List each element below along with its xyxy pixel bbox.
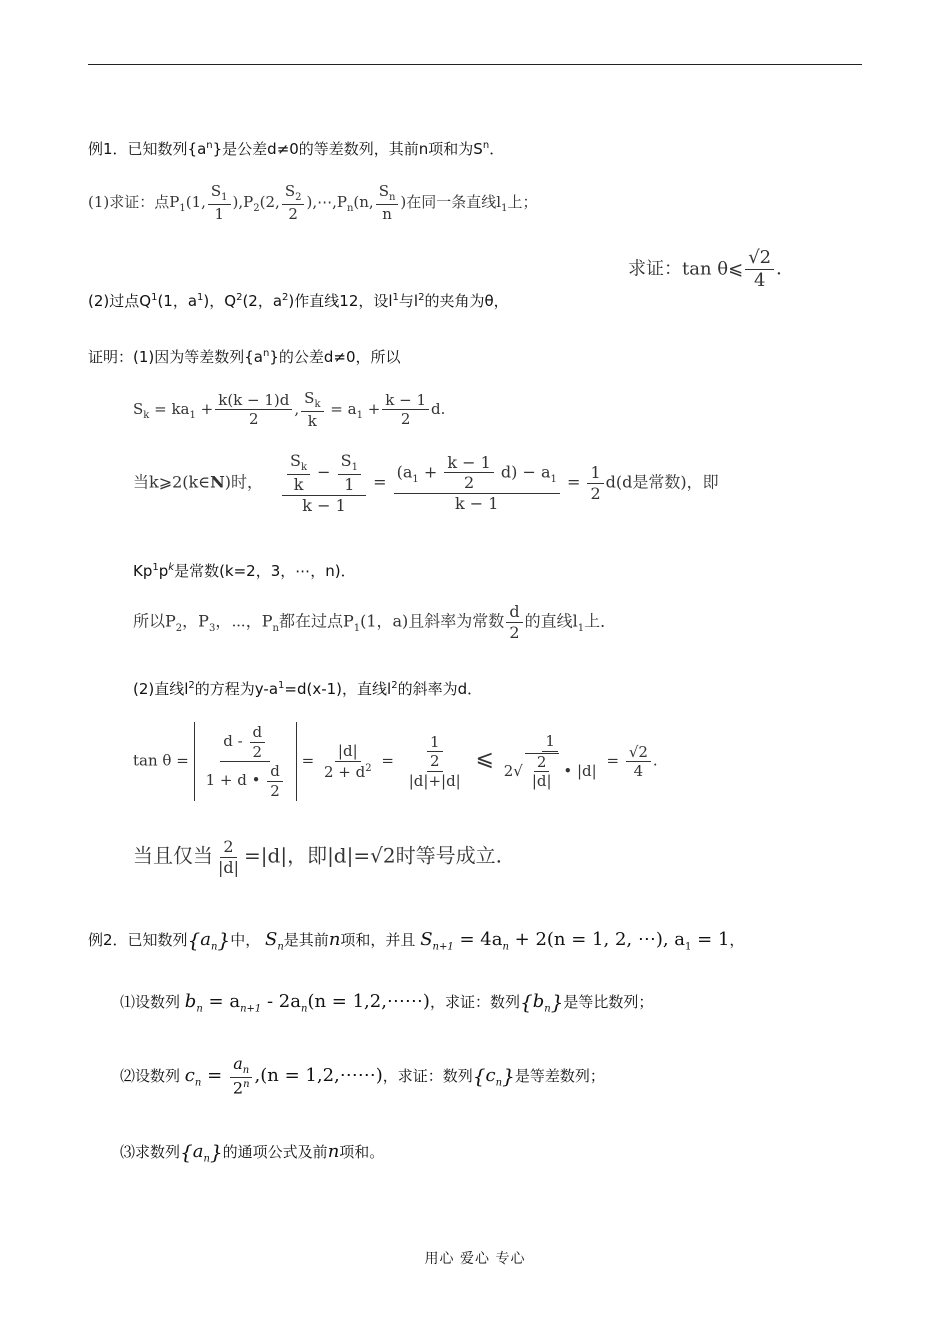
example2-title: 例2．已知数列$\{a_n\}$中， $S_n$是其前n项和，并且 $S_{n+1} = 4a_n + 2(n = 1$, 2, ⋯), $a_1 = 1$， xyxy=(88,928,745,953)
example1-part2: (2)过点$Q^1(1$，$a^1$)，$Q^2(2$，$a^2$)作直线12，设$l^1$与$l^2$的夹角为θ， xyxy=(88,292,509,310)
header-rule xyxy=(88,64,862,65)
proof-collinear-line: 所以$P_2$，$P_3$，⋯，$P_n$都在过点$P_1(1$，a)且斜率为常数 $\frac{d}{2}$ 的直线$l_1$上． xyxy=(133,602,617,642)
example2-question3: ⑶求数列$\{a_n\}$的通项公式及前n项和。 xyxy=(120,1140,385,1165)
page-footer: 用心 爱心 专心 xyxy=(424,1251,526,1267)
example2-question1: ⑴设数列 $b_n = a_{n+1} - 2a_n(n$ = 1,2,⋯⋯)，求证：数列$\{b_n\}$是等比数列； xyxy=(120,990,654,1015)
example1-title: 例1．已知数列$\{a^n\}$是公差d≠0的等差数列，其前n项和为$S^n$． xyxy=(88,140,505,158)
proof-equation-sk: $S_k = ka_1$ + $\frac{k(k - 1)d}{2}$ , $\frac{S_k}{k}$ = $a_1$ + $\frac{k - 1}{2}$ d. xyxy=(133,389,446,430)
proof-equation-slope: 当k⩾2(k∈N)时， $\frac{S_k}{k}$ − $\frac{S_1}{1}$ k − 1 = ($a_1$ + $\frac{k - 1}{2}$ $d) - a_1$ k − 1 = $\frac{1}{2}$ d(d是常数)，即 xyxy=(133,451,719,515)
proof-equality-condition: 当且仅当 $\frac{2}{|d|}$ =|d|，即|d|=√2时等号成立. xyxy=(133,837,502,877)
proof-intro: 证明：(1)因为等差数列$\{a^n\}$的公差d≠0，所以 xyxy=(88,348,401,366)
example1-part2-claim: 求证：tan θ⩽ $\frac{√2}{4}$ ． xyxy=(628,247,795,291)
example2-question2: ⑵设数列 $c_n$ = $\frac{a_n}{2^n}$ ,(n = 1,2,⋯⋯)，求证：数列$\{c_n\}$是等差数列； xyxy=(120,1054,605,1098)
proof-kp-line: $Kp^1p^k$是常数(k=2，3，⋯，n)． xyxy=(133,562,356,580)
example1-part1: (1)求证：点$P_1(1$, $\frac{S_1}{1}$ )$,P_2(2$, $\frac{S_2}{2}$ )$,\cdots,P_n(n$, $\frac{S_n}{n}$ )在同一条直线$l_1$上； xyxy=(88,182,538,223)
proof-tan-equation: tan θ = d - $\frac{d}{2}$ 1 + d • $\frac{d}{2}$ = $\frac{|d|}{2 + d^2}$ = $\frac{1}{\frac{2}{|d|+|d|}}$ ⩽ 1 2√ $\frac{2}{|d|}$ • |d| = $\frac{√2}{4}$ . xyxy=(133,723,658,800)
proof-part2-line: (2)直线$l^2$的方程为$y-a^1=d(x-1)$，直线$l^2$的斜率为d． xyxy=(133,680,483,698)
